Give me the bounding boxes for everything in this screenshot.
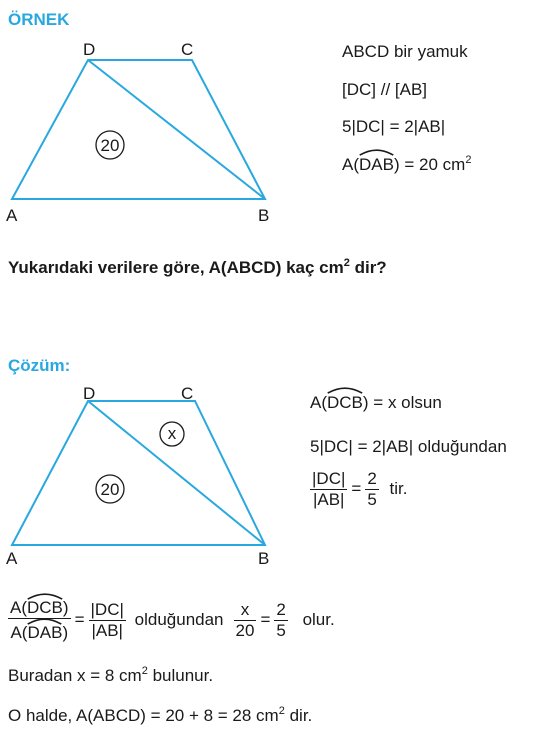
- area-label: 20: [100, 136, 120, 155]
- solution-heading: Çözüm:: [8, 356, 71, 375]
- vertex-d: D: [83, 40, 96, 59]
- diagonal-db: [88, 60, 265, 199]
- given-area: A( DAB) = 20 $cm^2$: [342, 155, 471, 175]
- fraction-dc-ab: $\frac{|DC|}{|AB|}$: [90, 600, 124, 640]
- vertex-b: B: [258, 549, 270, 568]
- given-ratio: 5|DC| = 2|AB|: [342, 117, 446, 136]
- arc-dcb: DCB: [27, 598, 63, 618]
- result-x: Buradan x = 8 $cm^2$ bulunur.: [8, 665, 214, 685]
- arc-dab: DAB: [359, 155, 394, 175]
- example-trapezoid-figure: [0, 36, 300, 228]
- vertex-c: C: [181, 384, 194, 403]
- fraction-x-20: $\frac{x}{20}$: [235, 600, 255, 640]
- arc-dab: DAB: [27, 623, 62, 643]
- ratio-fraction-dc-ab: $\frac{|DC|}{|AB|}$: [312, 469, 346, 509]
- question-text: Yukarıdaki verilere göre, A(ABCD) kaç $cm^2$ dir?: [8, 257, 387, 277]
- vertex-b: B: [258, 206, 270, 225]
- result-total-area: O halde, A(ABCD) = 20 + 8 = 28 $cm^2$ dir.: [8, 705, 313, 725]
- area-label-x: x: [167, 424, 177, 443]
- given-parallel: [DC] // [AB]: [342, 80, 428, 99]
- area-label-20: 20: [100, 480, 120, 499]
- fraction-2-5: $\frac{2}{5}$: [276, 600, 286, 640]
- arc-dcb: DCB: [327, 393, 363, 413]
- vertex-a: A: [6, 549, 18, 568]
- trapezoid-abcd: [12, 60, 265, 199]
- given-trapezoid: ABCD bir yamuk: [342, 42, 468, 61]
- fraction-area-dcb-dab: A( DCB) A( DAB): [8, 598, 71, 643]
- area-ratio-equation: A( DCB) A( DAB) = $\frac{|DC|}{|AB|}$ olduğundan $\frac{x}{20}$ = $\frac{2}{5}$ olur.: [8, 598, 335, 643]
- trapezoid-abcd: [12, 401, 265, 545]
- example-heading: ÖRNEK: [8, 10, 70, 29]
- ratio-fraction-2-5: $\frac{2}{5}$: [367, 469, 377, 509]
- solution-line-1: A( DCB) = x olsun: [310, 393, 442, 413]
- vertex-c: C: [181, 40, 194, 59]
- vertex-a: A: [6, 206, 18, 225]
- solution-line-2: 5|DC| = 2|AB| olduğundan: [310, 437, 507, 456]
- vertex-d: D: [83, 384, 96, 403]
- ratio-equation: $\frac{|DC|}{|AB|}$ = $\frac{2}{5}$ tir.: [312, 469, 408, 509]
- solution-trapezoid-figure: [0, 383, 300, 573]
